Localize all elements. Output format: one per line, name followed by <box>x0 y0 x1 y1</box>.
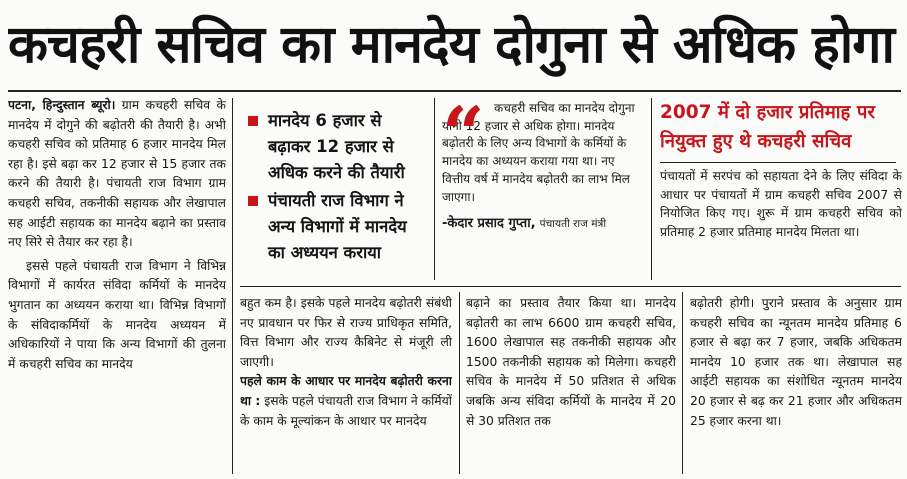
bullet-square-icon <box>248 116 258 126</box>
article-column-1 <box>8 96 226 476</box>
quote-box <box>442 98 644 282</box>
sidebar-heading: 2007 में दो हजार प्रतिमाह पर नियुक्त हुए थे कचहरी सचिव <box>660 102 875 152</box>
headline: कचहरी सचिव का मानदेय दोगुना से अधिक होगा <box>8 15 894 75</box>
paragraph-1: पटना, हिन्दुस्तान ब्यूरो। ग्राम कचहरी सचिव के मानदेय में दोगुने की बढ़ोतरी की तैयारी है। अभी कचहरी सचिव को प्रतिमाह 6 हजार मानदेय मिल रहा है। इसे बढ़ा कर 12 हजार से 15 हजार तक करने की तैयारी है। पंचायती राज विभाग ग्राम कचहरी सचिव, तकनीकी सहायक और लेखापाल सह आईटी सहायक का मानदेय बढ़ाने का प्रस्ताव नए सिरे से तैयार कर रहा है। <box>8 98 226 250</box>
quote-attribution <box>442 214 644 234</box>
quote-text: कचहरी सचिव का मानदेय दोगुना यानी 12 हजार से अधिक होगा। मानदेय बढ़ोतरी के लिए अन्य विभागों के कर्मियों के मानदेय का अध्ययन कराया गया था। नए वित्तीय वर्ष में मानदेय बढ़ोतरी का लाभ मिल जाएगा। <box>442 101 635 204</box>
column-divider-3 <box>651 98 652 280</box>
quote-author: -केदार प्रसाद गुप्ता, <box>442 216 536 232</box>
paragraph-5: बढ़ाने का प्रस्ताव तैयार किया था। मानदेय बढ़ोतरी का लाभ 6600 ग्राम कचहरी सचिव, 1600 लेखापाल सह तकनीकी सहायक और 1500 तकनीकी सहायक को मिलेगा। कचहरी सचिव के मानदेय में 50 प्रतिशत से अधिक जबकि अन्य संविदा कर्मियों के मानदेय में 20 से 30 प्रतिशत तक <box>466 296 676 428</box>
highlights-box <box>244 108 426 280</box>
headline-rule <box>8 90 901 92</box>
column-divider-1 <box>232 98 233 474</box>
article-column-4 <box>690 294 902 476</box>
highlights-list <box>244 108 426 266</box>
paragraph-6: बढ़ोतरी होगी। पुराने प्रस्ताव के अनुसार ग्राम कचहरी सचिव का न्यूनतम मानदेय प्रतिमाह 6 हजार से बढ़ा कर 7 हजार, जबकि अधिकतम मानदेय 10 हजार तक था। लेखापाल सह आईटी सहायक का संशोधित न्यूनतम मानदेय 20 हजार से बढ़ कर 21 हजार और अधिकतम 25 हजार करना था। <box>690 296 902 428</box>
paragraph-3: बहुत कम है। इसके पहले मानदेय बढ़ोतरी संबंधी नए प्रावधान पर फिर से राज्य प्राधिकृत समिति, वित्त विभाग और राज्य कैबिनेट से मंजूरी ली जाएगी। <box>240 296 452 369</box>
quote-mark-icon: “ <box>442 98 485 178</box>
subheading: पहले काम के आधार पर मानदेय बढ़ोतरी करना था : <box>240 374 452 408</box>
dateline: पटना, हिन्दुस्तान ब्यूरो। <box>8 98 116 112</box>
quote-author-role: पंचायती राज मंत्री <box>539 218 607 231</box>
column-divider-5 <box>682 292 683 474</box>
sidebar-box <box>660 98 902 282</box>
article-column-3 <box>466 294 676 476</box>
bullet-square-icon <box>248 196 258 206</box>
box-bottom-rule <box>240 286 901 287</box>
highlight-item: पंचायती राज विभाग ने अन्य विभागों में मानदेय का अध्ययन कराया <box>244 188 426 266</box>
sidebar-text: पंचायतों में सरपंच को सहायता देने के लिए संविदा के आधार पर पंचायतों में ग्राम कचहरी सचिव 2007 से नियोजित किए गए। शुरू में ग्राम कचहरी सचिव को प्रतिमाह 2 हजार प्रतिमाह मानदेय मिलता था। <box>660 169 902 240</box>
sidebar-heading-rule <box>660 162 896 163</box>
paragraph-2: इससे पहले पंचायती राज विभाग ने विभिन्न विभागों में कार्यरत संविदा कर्मियों के मानदेय भुगतान का अध्ययन कराया था। विभिन्न विभागों के संविदाकर्मियों के मानदेय अध्ययन में अधिकारियों ने पाया कि अन्य विभागों की तुलना में कचहरी सचिव का मानदेय <box>8 258 226 371</box>
column-divider-2 <box>434 98 435 280</box>
article-column-2 <box>240 294 452 476</box>
paragraph-4: पहले काम के आधार पर मानदेय बढ़ोतरी करना था : इसके पहले पंचायती राज विभाग ने कर्मियों के काम के मूल्यांकन के आधार पर मानदेय <box>240 374 452 428</box>
column-divider-4 <box>459 292 460 474</box>
highlight-item: मानदेय 6 हजार से बढ़ाकर 12 हजार से अधिक करने की तैयारी <box>244 108 426 186</box>
